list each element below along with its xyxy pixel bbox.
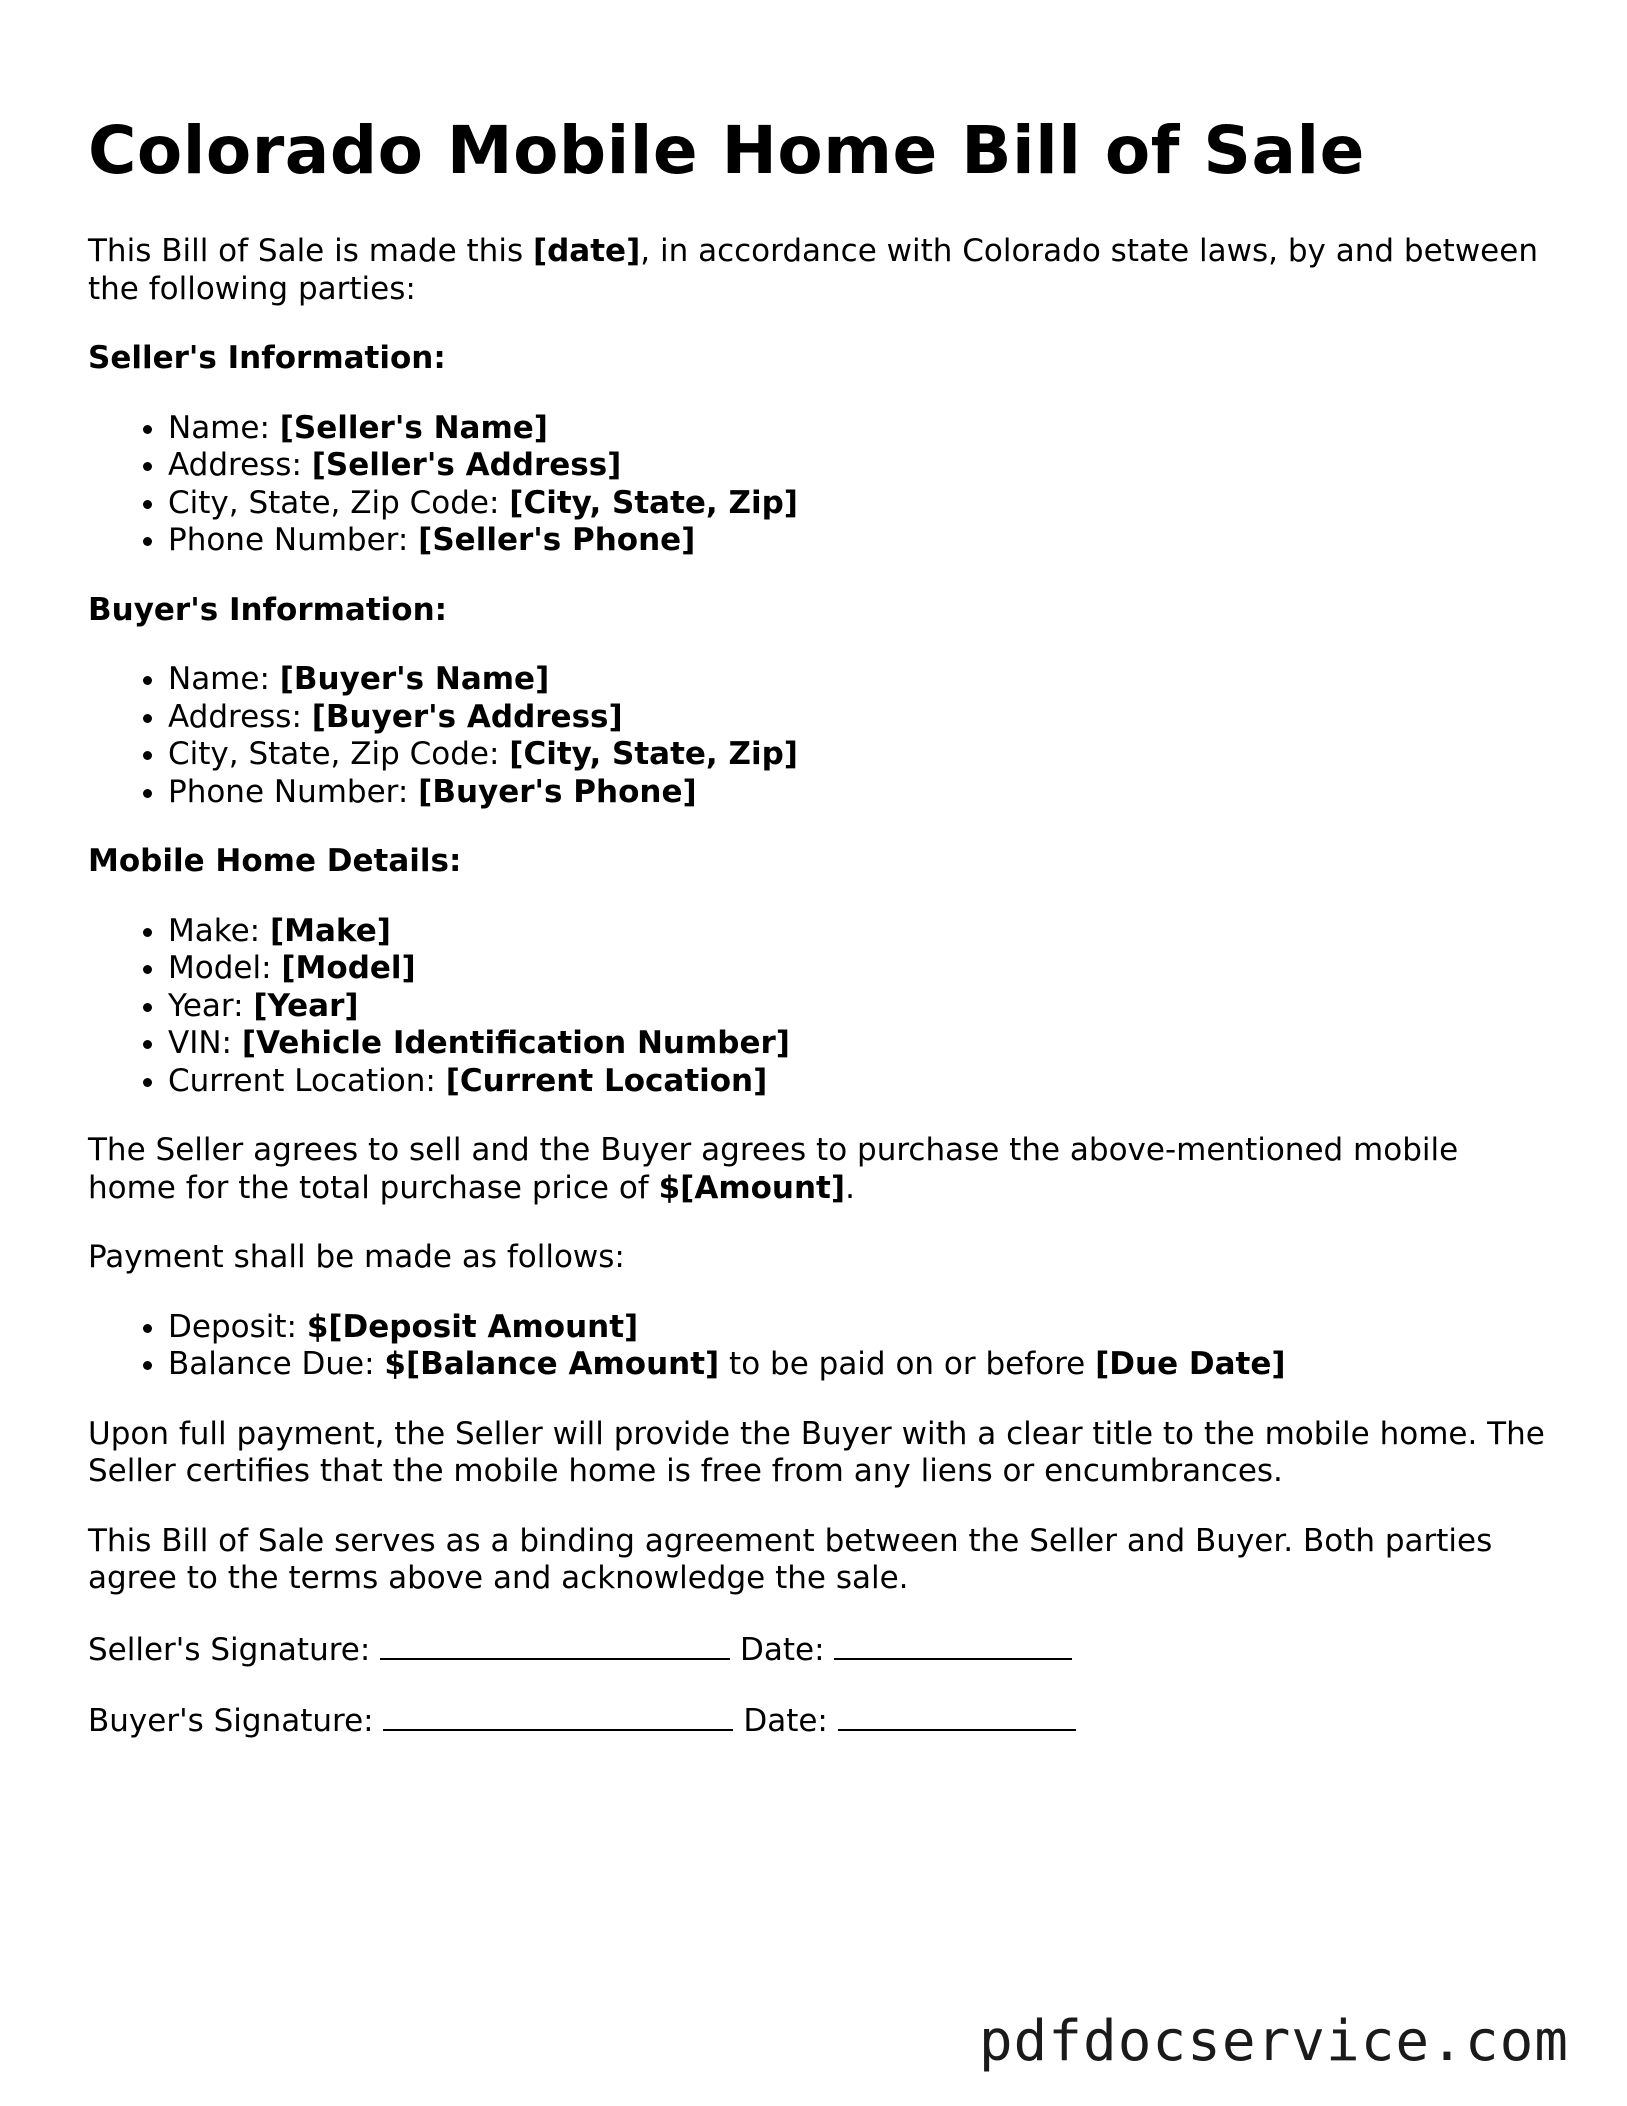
- item-label: Phone Number:: [168, 522, 419, 558]
- seller-info-list: [88, 410, 1548, 560]
- seller-signature-label: Seller's Signature:: [88, 1631, 381, 1668]
- title-clause-paragraph: Upon full payment, the Seller will provide the Buyer with a clear title to the mobile home. The Seller certifies that the mobile home is free from any liens or encumbrances.: [88, 1415, 1545, 1489]
- price-text: The Seller agrees to sell and the Buyer agrees to purchase the above-mentioned mobile home for the total purchase price of: [88, 1132, 1459, 1206]
- purchase-price-paragraph: [88, 1132, 1548, 1207]
- item-value: [Seller's Address]: [311, 447, 622, 483]
- list-item: [168, 988, 1548, 1026]
- list-item: [168, 410, 1548, 448]
- seller-date-label: Date:: [730, 1631, 835, 1668]
- item-label: City, State, Zip Code:: [168, 736, 510, 772]
- seller-heading: Seller's Information:: [88, 340, 446, 376]
- buyer-heading: Buyer's Information:: [88, 591, 448, 628]
- binding-clause-paragraph: This Bill of Sale serves as a binding agreement between the Seller and Buyer. Both parties agree to the terms above and acknowledge the sale.: [88, 1522, 1493, 1596]
- item-label: City, State, Zip Code:: [168, 484, 510, 521]
- item-label: Name:: [168, 409, 280, 446]
- balance-amount-placeholder: $[Balance Amount]: [384, 1346, 720, 1382]
- list-item: [168, 736, 1548, 774]
- list-item: [168, 661, 1548, 699]
- seller-signature-blank: [380, 1630, 730, 1660]
- item-value: [Make]: [269, 912, 391, 949]
- price-text-end: .: [845, 1169, 855, 1206]
- due-date-placeholder: [Due Date]: [1095, 1346, 1286, 1382]
- list-item: [168, 485, 1548, 523]
- item-label: Model:: [168, 950, 282, 986]
- item-label: Name:: [168, 661, 280, 697]
- list-item: [168, 522, 1548, 560]
- item-label: Address:: [168, 447, 312, 483]
- buyer-info-list: [88, 661, 1548, 811]
- item-label: Year:: [168, 987, 254, 1024]
- item-value: [Year]: [253, 987, 359, 1024]
- item-value: [Buyer's Address]: [311, 698, 623, 735]
- item-value: [Model]: [281, 950, 416, 986]
- item-label: Phone Number:: [168, 773, 419, 810]
- seller-date-blank: [834, 1630, 1072, 1660]
- buyer-date-blank: [838, 1701, 1076, 1731]
- buyer-signature-label: Buyer's Signature:: [88, 1703, 384, 1739]
- list-item: [168, 699, 1548, 737]
- buyer-signature-line: [88, 1701, 1548, 1741]
- document-page: [88, 108, 1548, 1741]
- list-item: [168, 447, 1548, 485]
- price-amount-placeholder: $[Amount]: [658, 1169, 846, 1206]
- item-value: [Seller's Name]: [279, 409, 548, 446]
- list-item: [168, 1025, 1548, 1063]
- item-value: [Current Location]: [445, 1062, 768, 1099]
- deposit-amount-placeholder: $[Deposit Amount]: [306, 1308, 639, 1345]
- item-label: Current Location:: [168, 1062, 446, 1099]
- list-item: [168, 913, 1548, 951]
- item-value: [Buyer's Name]: [279, 661, 550, 697]
- watermark: pdfdocservice.com: [978, 2009, 1569, 2074]
- intro-date-placeholder: [date]: [532, 233, 641, 269]
- item-text: to be paid on or before: [719, 1346, 1096, 1382]
- item-label: Make:: [168, 912, 270, 949]
- item-label: Deposit:: [168, 1308, 307, 1345]
- list-item: [168, 1309, 1548, 1347]
- intro-paragraph: [88, 233, 1548, 308]
- home-details-list: [88, 913, 1548, 1101]
- seller-signature-line: [88, 1630, 1548, 1670]
- item-value: [Seller's Phone]: [418, 522, 696, 558]
- item-value: [City, State, Zip]: [509, 484, 798, 521]
- item-label: Balance Due:: [168, 1346, 385, 1382]
- payment-intro: Payment shall be made as follows:: [88, 1239, 625, 1275]
- list-item: [168, 1063, 1548, 1101]
- buyer-date-label: Date:: [733, 1703, 838, 1739]
- payment-terms-list: [88, 1309, 1548, 1384]
- list-item: [168, 950, 1548, 988]
- list-item: [168, 1346, 1548, 1384]
- document-title: Colorado Mobile Home Bill of Sale: [88, 112, 1365, 189]
- item-value: [Vehicle Identification Number]: [241, 1025, 790, 1061]
- home-details-heading: Mobile Home Details:: [88, 843, 462, 879]
- item-label: VIN:: [168, 1025, 242, 1061]
- item-label: Address:: [168, 698, 312, 735]
- item-value: [City, State, Zip]: [509, 736, 798, 772]
- intro-text-end: , in accordance with Colorado state laws, by and between the following parties:: [88, 233, 1538, 307]
- list-item: [168, 774, 1548, 812]
- intro-text: This Bill of Sale is made this: [88, 233, 533, 269]
- buyer-signature-blank: [383, 1701, 733, 1731]
- item-value: [Buyer's Phone]: [418, 773, 697, 810]
